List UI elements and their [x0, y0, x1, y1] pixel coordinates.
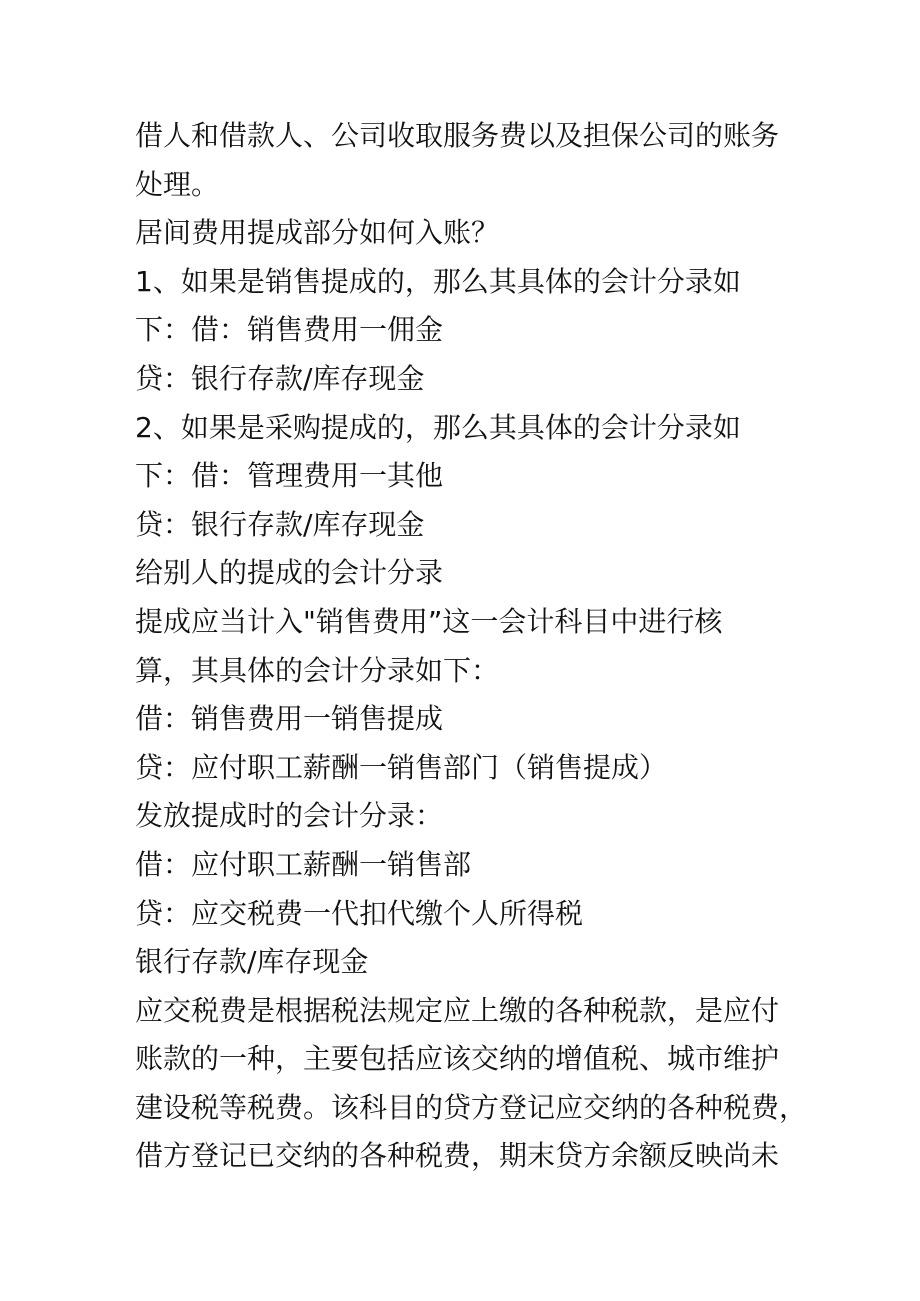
- text-line: 2、如果是采购提成的，那么其具体的会计分录如: [135, 410, 741, 444]
- text-line: 发放提成时的会计分录：: [135, 799, 444, 833]
- text-line: 贷：应交税费一代扣代缴个人所得税: [135, 896, 584, 930]
- text-line: 贷：应付职工薪酬一销售部门（销售提成）: [135, 750, 668, 784]
- text-line: 下：借：销售费用一佣金: [135, 313, 444, 347]
- text-line: 借：应付职工薪酬一销售部: [135, 847, 472, 881]
- text-line: 给别人的提成的会计分录: [135, 556, 444, 590]
- text-line: 算，其具体的会计分录如下：: [135, 653, 500, 687]
- text-line: 提成应当计入"销售费用”这一会计科目中进行核: [135, 604, 723, 638]
- text-line: 贷：银行存款/库存现金: [135, 507, 425, 541]
- text-line: 1、如果是销售提成的，那么其具体的会计分录如: [135, 264, 741, 298]
- text-line: 借：销售费用一销售提成: [135, 702, 444, 736]
- text-line: 贷：银行存款/库存现金: [135, 361, 425, 395]
- text-line: 银行存款/库存现金: [135, 945, 369, 979]
- text-line: 居间费用提成部分如何入账？: [135, 216, 500, 250]
- text-line: 借人和借款人、公司收取服务费以及担保公司的账务: [135, 119, 780, 152]
- text-line: 建设税等税费。该科目的贷方登记应交纳的各种税费，: [135, 1090, 808, 1124]
- text-line: 下：借：管理费用一其他: [135, 459, 444, 493]
- document-body: [135, 112, 825, 1181]
- text-line: 应交税费是根据税法规定应上缴的各种税款，是应付: [135, 993, 780, 1027]
- text-line: 处理。: [135, 167, 220, 201]
- text-line: 账款的一种，主要包括应该交纳的增值税、城市维护: [135, 1042, 780, 1076]
- text-line: 借方登记已交纳的各种税费，期末贷方余额反映尚未: [135, 1139, 780, 1173]
